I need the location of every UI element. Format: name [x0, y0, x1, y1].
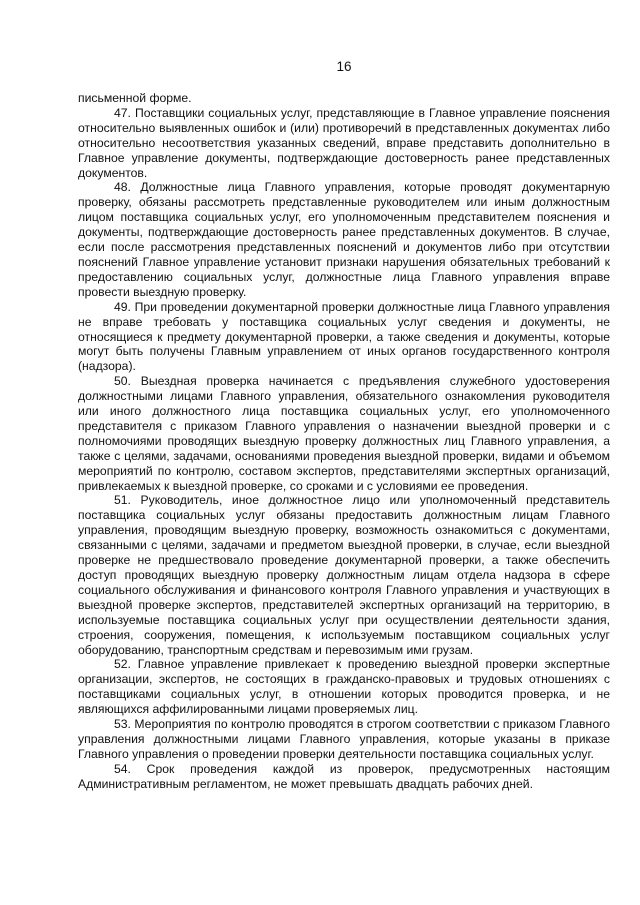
- paragraph-54: 54. Срок проведения каждой из проверок, предусмотренных настоящим Административным регламентом, не может превышать двадцать рабочих дней.: [78, 761, 610, 791]
- paragraph-48: 48. Должностные лица Главного управления, которые проводят документарную проверку, обязаны рассмотреть представленные руководителем или иным должностным лицом поставщика социальных услуг, его уполномоченным представителем пояснения и документы, подтверждающие достоверность ранее представленных документов. В случае, если после рассмотрения представленных пояснений и документов либо при отсутствии пояснений Главное управление установит признаки нарушения обязательных требований к предоставлению социальных услуг, должностные лица Главного управления вправе провести выездную проверку.: [78, 180, 610, 299]
- paragraph-continuation: письменной форме.: [78, 91, 192, 105]
- paragraph-53: 53. Мероприятия по контролю проводятся в строгом соответствии с приказом Главного управления должностными лицами Главного управления, которые указаны в приказе Главного управления о проведении проверки деятельности поставщика социальных услуг.: [78, 717, 610, 761]
- paragraph-47: 47. Поставщики социальных услуг, представляющие в Главное управление пояснения относительно выявленных ошибок и (или) противоречий в представленных документах либо относительно несоответствия указанных сведений, вправе представить дополнительно в Главное управление документы, подтверждающие достоверность ранее представленных документов.: [78, 105, 610, 180]
- page-number: 16: [336, 59, 352, 74]
- document-page: [78, 58, 610, 792]
- paragraph-49: 49. При проведении документарной проверки должностные лица Главного управления не вправе требовать у поставщика социальных услуг сведения и документы, не относящиеся к предмету документарной проверки, а также сведения и документы, которые могут быть получены Главным управлением от иных органов государственного контроля (надзора).: [78, 299, 610, 374]
- paragraph-50: 50. Выездная проверка начинается с предъявления служебного удостоверения должностными лицами Главного управления, обязательного ознакомления руководителя или иного должностного лица поставщика социальных услуг, его уполномоченного представителя с приказом Главного управления о назначении выездной проверки и с полномочиями проводящих выездную проверку должностных лиц Главного управления, а также с целями, задачами, основаниями проведения выездной проверки, видами и объемом мероприятий по контролю, составом экспертов, представителями экспертных организаций, привлекаемых к выездной проверке, со сроками и с условиями ее проведения.: [78, 374, 610, 493]
- paragraph-52: 52. Главное управление привлекает к проведению выездной проверки экспертные организации, экспертов, не состоящих в гражданско-правовых и трудовых отношениях с поставщиками социальных услуг, в отношении которых проводится проверка, и не являющихся аффилированными лицами проверяемых лиц.: [78, 657, 610, 717]
- paragraph-51: 51. Руководитель, иное должностное лицо или уполномоченный представитель поставщика социальных услуг обязаны предоставить должностным лицам Главного управления, проводящим выездную проверку, возможность ознакомиться с документами, связанными с целями, задачами и предметом выездной проверки, в случае, если выездной проверке не предшествовало проведение документарной проверки, а также обеспечить доступ проводящих выездную проверку должностным лицам отдела надзора в сфере социального обслуживания и финансового контроля Главного управления и участвующих в выездной проверке экспертов, представителей экспертных организаций на территорию, в используемые поставщика социальных услуг при осуществлении деятельности здания, строения, сооружения, помещения, к используемым поставщиком социальных услуг оборудованию, транспортным средствам и перевозимым ими грузам.: [78, 493, 610, 657]
